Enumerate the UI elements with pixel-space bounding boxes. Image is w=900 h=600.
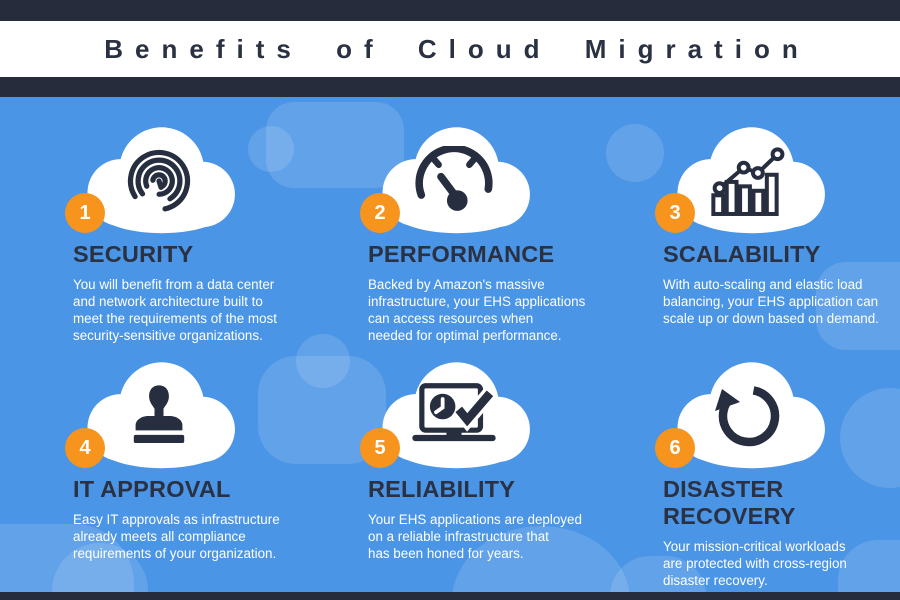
icon-use [715, 386, 779, 446]
body-line: security-sensitive organizations. [73, 328, 263, 344]
laptop-check-icon [406, 381, 502, 451]
cloud-graphic [665, 357, 833, 470]
step-number: 3 [669, 201, 681, 224]
benefit-heading: DISASTER RECOVERY [663, 476, 796, 530]
body-line: already meets all compliance [73, 529, 246, 545]
step-number: 2 [374, 201, 386, 224]
benefit-body [73, 276, 328, 344]
growth-chart-icon [708, 144, 790, 218]
body-line: Backed by Amazon's massive [368, 277, 545, 293]
page-title: Benefits of Cloud Migration [104, 33, 810, 64]
disaster-recovery-icon [709, 376, 789, 456]
step-number: 5 [374, 436, 386, 459]
benefit-heading: SECURITY [73, 241, 194, 267]
step-number: 1 [79, 201, 91, 224]
benefit-heading: RELIABILITY [368, 476, 516, 502]
body-line: needed for optimal performance. [368, 328, 562, 344]
body-line: and network architecture built to [73, 294, 263, 310]
benefit-cell [663, 112, 900, 327]
body-line: can access resources when [368, 311, 534, 327]
benefit-body [663, 276, 900, 327]
benefit-body [73, 511, 328, 562]
fingerprint-icon [121, 143, 197, 219]
icon-use [409, 146, 498, 216]
step-number-badge [360, 428, 400, 468]
icon-use [713, 149, 782, 214]
benefit-heading: IT APPROVAL [73, 476, 231, 502]
body-line: on a reliable infrastructure that [368, 529, 549, 545]
header-bottom-bar [0, 77, 900, 97]
icon-use [412, 385, 495, 440]
step-number-badge [655, 428, 695, 468]
approval-stamp-icon [123, 378, 195, 454]
cloud-graphic [75, 357, 243, 470]
benefit-cell [73, 347, 328, 562]
benefit-cell [73, 112, 328, 344]
body-line: Your EHS applications are deployed [368, 512, 582, 528]
benefit-heading: PERFORMANCE [368, 241, 555, 267]
benefit-cell [368, 347, 623, 562]
body-line: meet the requirements of the most [73, 311, 277, 327]
benefit-heading: SCALABILITY [663, 241, 821, 267]
icon-use [134, 385, 184, 443]
body-line: disaster recovery. [663, 573, 768, 589]
body-line: has been honed for years. [368, 546, 524, 562]
body-line: balancing, your EHS application can [663, 294, 879, 310]
body-line: requirements of your organization. [73, 546, 277, 562]
cloud-graphic [370, 357, 538, 470]
step-number-badge [65, 428, 105, 468]
footer-bar [0, 592, 900, 600]
benefit-cell [368, 112, 623, 344]
step-number: 6 [669, 436, 681, 459]
cloud-graphic [665, 122, 833, 235]
step-number-badge [655, 193, 695, 233]
step-number: 4 [79, 436, 91, 459]
benefit-cell [663, 347, 900, 589]
title-band [0, 21, 900, 77]
body-line: infrastructure, your EHS applications [368, 294, 586, 310]
cloud-graphic [370, 122, 538, 235]
body-line: You will benefit from a data center [73, 277, 275, 293]
benefit-body [368, 276, 623, 344]
icon-use [121, 143, 197, 219]
step-number-badge [360, 193, 400, 233]
benefit-body [663, 538, 900, 589]
body-line: With auto-scaling and elastic load [663, 277, 863, 293]
benefit-body [368, 511, 623, 562]
body-line: Your mission-critical workloads [663, 539, 846, 555]
body-line: scale up or down based on demand. [663, 311, 879, 327]
header-top-bar [0, 0, 900, 21]
step-number-badge [65, 193, 105, 233]
gauge-icon [404, 146, 504, 216]
body-line: Easy IT approvals as infrastructure [73, 512, 280, 528]
body-line: are protected with cross-region [663, 556, 847, 572]
cloud-graphic [75, 122, 243, 235]
